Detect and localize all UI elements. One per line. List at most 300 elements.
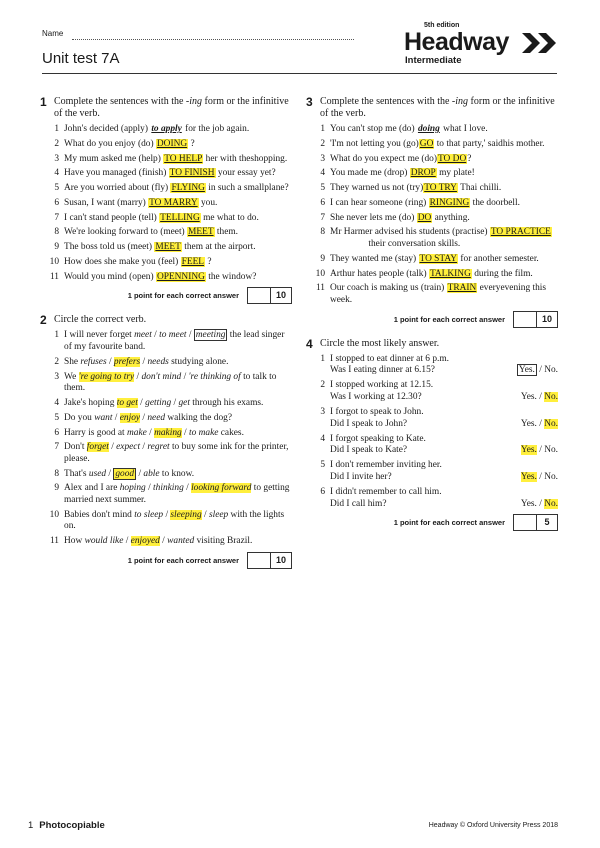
sentence-start: Our coach is making us (train): [330, 283, 447, 294]
question-text: [330, 283, 558, 306]
answer-field[interactable]: GO: [419, 138, 434, 149]
verb-option[interactable]: hoping: [119, 483, 146, 494]
sentence-start: They warned us not (try): [330, 183, 424, 194]
question-text: [330, 124, 558, 136]
option-separator: /: [106, 468, 114, 479]
question-item: [40, 257, 292, 269]
score-box: [247, 287, 292, 304]
score-total: 10: [541, 313, 552, 324]
section-3-score: [306, 311, 558, 328]
statement-line: I don't remember inviting her.: [330, 460, 442, 471]
verb-option[interactable]: want: [94, 412, 113, 423]
question-item: [306, 434, 558, 457]
option-separator: /: [183, 483, 192, 494]
sentence-start: I can't stand people (tell): [64, 212, 160, 223]
question-number: 9: [54, 483, 59, 494]
yes-option[interactable]: Yes.: [518, 365, 535, 376]
question-number: 9: [320, 253, 325, 264]
sentence-end: to talk to them.: [64, 371, 277, 394]
verb-option[interactable]: don't mind: [141, 371, 182, 382]
answer-field[interactable]: TO FINISH: [169, 168, 215, 179]
sentence-start: She: [64, 356, 81, 367]
score-total: 5: [544, 517, 550, 528]
option-separator: /: [171, 397, 179, 408]
question-number: 2: [54, 138, 59, 149]
question-text: [330, 434, 558, 457]
question-number: 8: [320, 227, 325, 238]
verb-option[interactable]: thinking: [153, 483, 184, 494]
verb-option[interactable]: to meet: [159, 330, 187, 341]
option-separator: /: [108, 442, 117, 453]
question-text: [64, 372, 292, 395]
section-number: 1: [40, 95, 47, 109]
sentence-start: How: [64, 536, 85, 547]
footer-copyright: Headway © Oxford University Press 2018: [428, 822, 558, 829]
option-separator: /: [201, 509, 209, 520]
question-text: [330, 269, 558, 281]
section-4-score: [306, 514, 558, 531]
sentence-end: to know.: [159, 468, 195, 479]
no-option[interactable]: No.: [544, 365, 558, 376]
question-item: [306, 269, 558, 281]
question-text: [64, 428, 292, 440]
question-item: [40, 413, 292, 425]
answer-field[interactable]: doing: [417, 124, 440, 134]
question-text: [330, 168, 558, 180]
score-box: [247, 552, 292, 569]
sentence-end: Thai chilli.: [457, 183, 502, 194]
option-separator: /: [159, 536, 168, 547]
sentence-end: for another semester.: [458, 253, 539, 264]
sentence-start: Jake's hoping: [64, 397, 117, 408]
section-3-items: [306, 124, 558, 307]
option-separator: /: [181, 371, 189, 382]
verb-option[interactable]: expect: [116, 442, 141, 453]
answer-field[interactable]: TO STAY: [419, 253, 458, 264]
sentence-end: cakes.: [218, 427, 244, 438]
footer-page-label: [28, 820, 105, 831]
question-number: 1: [54, 124, 59, 134]
sentence-start: I will never forget: [64, 330, 135, 341]
answer-field[interactable]: TELLING: [160, 212, 200, 223]
verb-option[interactable]: enjoy: [119, 412, 141, 423]
yes-option[interactable]: Yes.: [520, 391, 537, 402]
question-number: 6: [54, 427, 59, 438]
question-item: [40, 483, 292, 506]
question-item: [40, 168, 292, 180]
section-instruction: [54, 96, 292, 120]
sentence-end: me what to do.: [200, 212, 259, 223]
verb-option[interactable]: meeting: [195, 330, 226, 341]
question-text: [64, 213, 292, 225]
score-input[interactable]: [248, 553, 271, 568]
verb-option[interactable]: sleep: [208, 509, 229, 520]
score-total: 10: [275, 554, 286, 565]
question-number: 11: [49, 536, 59, 547]
yes-option[interactable]: Yes.: [520, 418, 537, 429]
sentence-end: ?: [205, 257, 212, 268]
score-input[interactable]: [248, 288, 271, 303]
verb-option[interactable]: needs: [147, 356, 169, 367]
section-4-heading: [306, 338, 558, 350]
question-number: 2: [54, 356, 59, 367]
question-item: [40, 357, 292, 369]
question-text: [330, 154, 558, 166]
question-item: [40, 536, 292, 548]
option-separator: /: [536, 391, 545, 402]
verb-option[interactable]: to make: [189, 427, 219, 438]
section-2-score: [40, 552, 292, 569]
sentence-start: We: [64, 371, 79, 382]
verb-option[interactable]: 're going to try: [78, 371, 135, 382]
question-row: [330, 499, 558, 511]
sentence-start: Would you mind (open): [64, 271, 156, 282]
score-label: 1 point for each correct answer: [393, 314, 505, 324]
instruction-part: Complete the sentences with the: [320, 96, 452, 107]
question-number: 3: [54, 371, 59, 382]
question-number: 5: [320, 183, 325, 194]
question-text: [64, 124, 292, 136]
verb-option[interactable]: getting: [145, 397, 172, 408]
no-option[interactable]: No.: [544, 391, 558, 402]
option-separator: /: [106, 356, 114, 367]
question-item: [306, 227, 558, 250]
section-1-score: [40, 287, 292, 304]
question-number: 4: [54, 168, 59, 179]
question-number: 1: [320, 124, 325, 134]
section-3-heading: [306, 96, 558, 120]
section-instruction: [320, 96, 558, 120]
sentence-start: Have you managed (finish): [64, 168, 169, 179]
statement-line: I forgot speaking to Kate.: [330, 433, 426, 444]
question-item: [306, 198, 558, 210]
question-row: [330, 392, 558, 404]
score-input[interactable]: [514, 515, 537, 530]
section-2-items: [40, 330, 292, 547]
score-label: 1 point for each correct answer: [127, 291, 239, 301]
answer-field[interactable]: OPENNING: [156, 271, 205, 282]
sentence-end: with the lights on.: [64, 509, 285, 532]
question-text: [330, 183, 558, 195]
question-item: [40, 330, 292, 353]
answer-field[interactable]: TRAIN: [447, 283, 477, 294]
verb-option[interactable]: meet: [134, 330, 152, 341]
brand-name: Headway: [404, 28, 509, 56]
verb-option[interactable]: to sleep: [134, 509, 164, 520]
answer-field[interactable]: DO: [417, 212, 432, 223]
name-label: Name: [42, 29, 64, 38]
verb-option[interactable]: forget: [86, 442, 109, 453]
question-number: 4: [320, 168, 325, 179]
instruction-part: form or the infinitive of the verb.: [320, 96, 555, 119]
question-number: 7: [54, 442, 59, 453]
option-separator: /: [123, 536, 131, 547]
sentence-end: the window?: [205, 271, 257, 282]
sentence-end: to that party,' saidhis mother.: [434, 138, 545, 149]
sentence-end: the doorbell.: [470, 197, 520, 208]
section-3: [306, 96, 558, 328]
section-number: 4: [306, 336, 313, 351]
option-separator: /: [145, 483, 154, 494]
statement-line: I stopped to eat dinner at 6 p.m.: [330, 353, 449, 364]
left-column: [40, 96, 292, 579]
question-text: [64, 398, 292, 410]
sentence-end: her with theshopping.: [203, 153, 288, 164]
verb-option[interactable]: enjoyed: [130, 536, 160, 547]
question-item: [40, 183, 292, 195]
option-separator: /: [536, 498, 545, 509]
question-text: [64, 536, 292, 548]
instruction-ing: -ing: [185, 96, 203, 107]
answer-field[interactable]: TALKING: [429, 268, 471, 279]
question-text: [64, 442, 292, 465]
sentence-start: John's decided (apply): [64, 124, 151, 134]
question-number: 10: [49, 509, 59, 520]
sentence-end: studying alone.: [168, 356, 229, 367]
sentence-end: everyevening this week.: [330, 283, 547, 305]
question-number: 3: [320, 153, 325, 164]
option-separator: /: [536, 471, 545, 482]
score-label: 1 point for each correct answer: [127, 555, 239, 565]
verb-option[interactable]: making: [154, 427, 182, 438]
question-item: [306, 213, 558, 225]
question-text: [64, 242, 292, 254]
question-text: [64, 198, 292, 210]
sentence-end: you.: [198, 197, 218, 208]
instruction-part: form or the infinitive of the verb.: [54, 96, 289, 119]
section-number: 2: [40, 313, 47, 328]
question-line: Was I eating dinner at 6.15?: [330, 365, 435, 376]
sentence-end: to buy some ink for the printer, please.: [64, 442, 289, 464]
question-row: [330, 472, 558, 484]
question-text: [330, 254, 558, 266]
answer-field[interactable]: MEET: [155, 242, 181, 253]
question-number: 10: [49, 257, 59, 268]
verb-option[interactable]: get: [178, 397, 190, 408]
question-item: [40, 372, 292, 395]
question-number: 11: [49, 271, 59, 282]
sentence-start: The boss told us (meet): [64, 242, 155, 253]
question-row: [330, 445, 558, 457]
sentence-end: them.: [214, 227, 238, 238]
question-number: 10: [315, 268, 325, 279]
sentence-start: They wanted me (stay): [330, 253, 419, 264]
sentence-start: Alex and I are: [64, 483, 120, 494]
yes-no-options: [521, 472, 558, 484]
section-2: [40, 314, 292, 568]
question-number: 11: [315, 283, 325, 294]
question-text: [64, 139, 292, 151]
verb-option[interactable]: 're thinking of: [188, 371, 241, 382]
instruction-part: Complete the sentences with the: [54, 96, 186, 107]
verb-option[interactable]: need: [147, 412, 166, 423]
question-line: Did I call him?: [330, 498, 387, 509]
yes-option[interactable]: Yes.: [520, 471, 537, 482]
verb-option[interactable]: prefers: [113, 356, 141, 367]
sentence-start: We're looking forward to (meet): [64, 227, 188, 238]
option-separator: /: [146, 427, 155, 438]
no-option[interactable]: No.: [544, 471, 558, 482]
section-1-heading: [40, 96, 292, 120]
question-row: [330, 365, 558, 377]
question-number: 2: [320, 380, 325, 391]
score-input[interactable]: [514, 312, 537, 327]
statement-line: I forgot to speak to John.: [330, 406, 424, 417]
answer-field[interactable]: FEEL: [181, 257, 205, 268]
section-2-heading: [40, 314, 292, 326]
answer-field[interactable]: TO TRY: [424, 183, 457, 194]
verb-option[interactable]: would like: [84, 536, 124, 547]
question-line: Did I speak to John?: [330, 418, 408, 429]
option-separator: /: [137, 397, 146, 408]
sentence-end: for the job again.: [182, 124, 250, 134]
question-item: [40, 469, 292, 481]
option-separator: /: [134, 371, 142, 382]
edition-label: 5th edition: [424, 22, 460, 29]
answer-field[interactable]: DROP: [410, 168, 436, 179]
answer-field[interactable]: TO PRACTICE: [490, 227, 551, 238]
question-number: 6: [320, 197, 325, 208]
question-item: [40, 510, 292, 533]
option-separator: /: [536, 418, 545, 429]
section-1: [40, 96, 292, 304]
right-column: [306, 96, 558, 541]
option-separator: /: [136, 468, 144, 479]
question-text: [330, 139, 558, 151]
verb-option[interactable]: good: [115, 468, 135, 479]
question-text: [330, 407, 558, 430]
question-item: [40, 213, 292, 225]
yes-no-options: [521, 445, 558, 457]
name-field-line[interactable]: [72, 39, 354, 40]
section-instruction: Circle the most likely answer.: [320, 337, 440, 349]
answer-field[interactable]: TO DO: [438, 153, 467, 164]
question-number: 2: [320, 138, 325, 149]
answer-field[interactable]: MEET: [188, 227, 214, 238]
yes-option[interactable]: Yes.: [520, 498, 537, 509]
option-separator: /: [140, 442, 148, 453]
section-4: [306, 338, 558, 532]
question-text: [64, 183, 292, 195]
double-chevron-icon: [522, 33, 560, 53]
question-number: 1: [320, 353, 325, 364]
question-text: [64, 330, 292, 353]
verb-option[interactable]: refuses: [80, 356, 107, 367]
question-line: Was I working at 12.30?: [330, 391, 422, 402]
option-separator: /: [181, 427, 189, 438]
option-separator: /: [140, 356, 148, 367]
question-line: Did I invite her?: [330, 471, 392, 482]
question-item: [306, 124, 558, 136]
score-label: 1 point for each correct answer: [393, 518, 505, 528]
verb-option[interactable]: sleeping: [170, 509, 202, 520]
question-item: [306, 487, 558, 510]
sentence-start: I can hear someone (ring): [330, 197, 429, 208]
question-text: [64, 510, 292, 533]
question-number: 3: [320, 406, 325, 417]
question-text: [64, 257, 292, 269]
verb-option[interactable]: make: [127, 427, 147, 438]
question-item: [306, 139, 558, 151]
sentence-start: You can't stop me (do): [330, 124, 417, 134]
sentence-start: What do you expect me (do): [330, 153, 437, 164]
sentence-end: my plate!: [436, 168, 475, 179]
question-item: [306, 183, 558, 195]
sentence-start: How does she make you (feel): [64, 257, 181, 268]
header-rule: [42, 73, 557, 74]
verb-option[interactable]: regret: [147, 442, 170, 453]
option-separator: /: [536, 365, 545, 376]
no-option[interactable]: No.: [544, 498, 558, 509]
no-option[interactable]: No.: [544, 418, 558, 429]
sentence-end: walking the dog?: [165, 412, 232, 423]
option-separator: /: [163, 509, 171, 520]
no-option[interactable]: No.: [544, 445, 558, 456]
sentence-start: Harry is good at: [64, 427, 128, 438]
verb-option[interactable]: able: [143, 468, 160, 479]
yes-no-options: [521, 392, 558, 404]
question-text: [64, 469, 292, 481]
answer-field[interactable]: to apply: [151, 124, 182, 134]
sentence-end: what I love.: [440, 124, 488, 134]
question-item: [306, 380, 558, 403]
question-text: [64, 168, 292, 180]
section-instruction: Circle the correct verb.: [54, 314, 147, 326]
sentence-end: anything.: [432, 212, 470, 223]
question-item: [306, 168, 558, 180]
section-1-items: [40, 124, 292, 283]
sentence-start: My mum asked me (help): [64, 153, 164, 164]
answer-field[interactable]: FLYING: [171, 183, 205, 194]
question-number: 5: [54, 412, 59, 423]
answer-field[interactable]: RINGING: [429, 197, 470, 208]
question-item: [306, 407, 558, 430]
verb-option[interactable]: looking forward: [191, 483, 252, 494]
sentence-start: Susan, I want (marry): [64, 197, 149, 208]
question-line: Did I speak to Kate?: [330, 445, 408, 456]
option-separator: /: [186, 330, 194, 341]
sentence-end: the lead singer of my favourite band.: [64, 330, 285, 352]
page-title: Unit test 7A: [42, 50, 120, 67]
verb-option[interactable]: to get: [116, 397, 138, 408]
option-separator: /: [140, 412, 148, 423]
question-text: [330, 198, 558, 210]
question-number: 7: [54, 212, 59, 223]
sentence-end: their conversation skills.: [366, 239, 461, 250]
option-separator: /: [536, 445, 545, 456]
question-number: 1: [54, 330, 59, 341]
question-text: [330, 460, 558, 483]
question-text: [330, 380, 558, 403]
question-number: 3: [54, 153, 59, 164]
question-item: [40, 139, 292, 151]
question-text: [330, 487, 558, 510]
sentence-start: She never lets me (do): [330, 212, 417, 223]
verb-option[interactable]: wanted: [167, 536, 195, 547]
question-text: [64, 154, 292, 166]
sentence-start: Mr Harmer advised his students (practise): [330, 227, 490, 238]
question-item: [40, 154, 292, 166]
yes-no-options: [521, 499, 558, 511]
answer-field[interactable]: TO HELP: [164, 153, 203, 164]
sentence-end: them at the airport.: [181, 242, 256, 253]
yes-option[interactable]: Yes.: [520, 445, 537, 456]
verb-option[interactable]: used: [88, 468, 107, 479]
answer-field[interactable]: DOING: [156, 138, 188, 149]
answer-field[interactable]: TO MARRY: [149, 197, 198, 208]
question-item: [40, 124, 292, 136]
question-number: 7: [320, 212, 325, 223]
